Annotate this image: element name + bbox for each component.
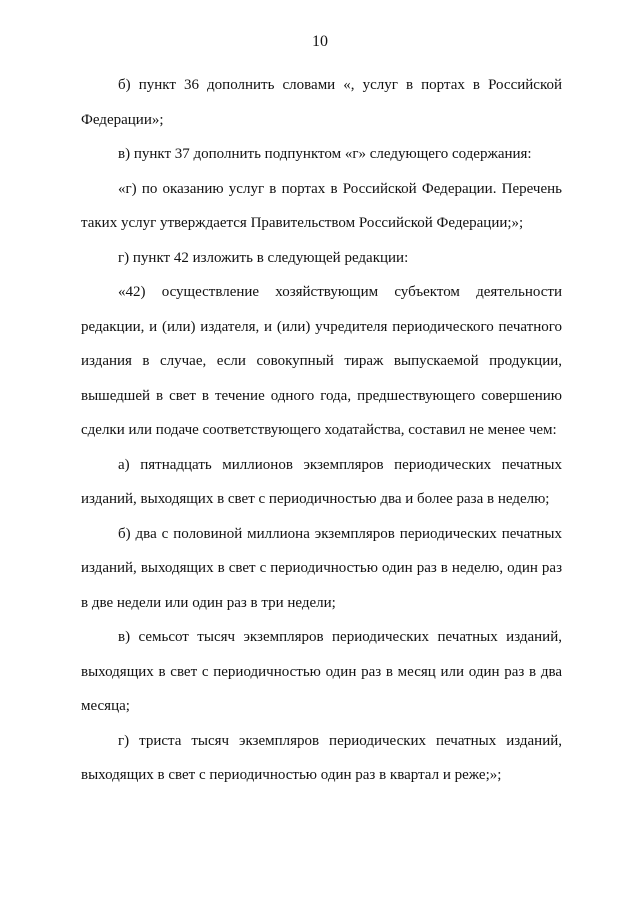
document-body <box>81 68 562 793</box>
paragraph-subitem-g-text: «г) по оказанию услуг в портах в Российской Федерации. Перечень таких услуг утверждается Правительством Российской Федерации;»; <box>81 180 562 231</box>
paragraph-g-item-42: г) пункт 42 изложить в следующей редакции: <box>118 249 409 266</box>
paragraph-sub-g: г) триста тысяч экземпляров периодических печатных изданий, выходящих в свет с периодичностью один раз в квартал и реже;»; <box>81 732 562 783</box>
page-number: 10 <box>312 33 328 50</box>
paragraph-item-42-text: «42) осуществление хозяйствующим субъектом деятельности редакции, и (или) издателя, и (или) учредителя периодического печатного издания в случае, если совокупный тираж выпускаемой продукции, вышедшей в свет в течение одного года, предшествующего совершению сделки или подаче соответствующего ходатайства, составил не менее чем: <box>81 284 562 438</box>
paragraph-b-item-36: б) пункт 36 дополнить словами «, услуг в портах в Российской Федерации»; <box>81 77 562 128</box>
paragraph-sub-v: в) семьсот тысяч экземпляров периодических печатных изданий, выходящих в свет с периодичностью один раз в месяц или один раз в два месяца; <box>81 629 562 714</box>
paragraph-v-item-37: в) пункт 37 дополнить подпунктом «г» следующего содержания: <box>118 146 532 162</box>
paragraph-sub-a: а) пятнадцать миллионов экземпляров периодических печатных изданий, выходящих в свет с периодичностью два и более раза в неделю; <box>81 456 562 507</box>
paragraph-sub-b: б) два с половиной миллиона экземпляров периодических печатных изданий, выходящих в свет с периодичностью один раз в неделю, один раз в две недели или один раз в три недели; <box>81 525 562 611</box>
